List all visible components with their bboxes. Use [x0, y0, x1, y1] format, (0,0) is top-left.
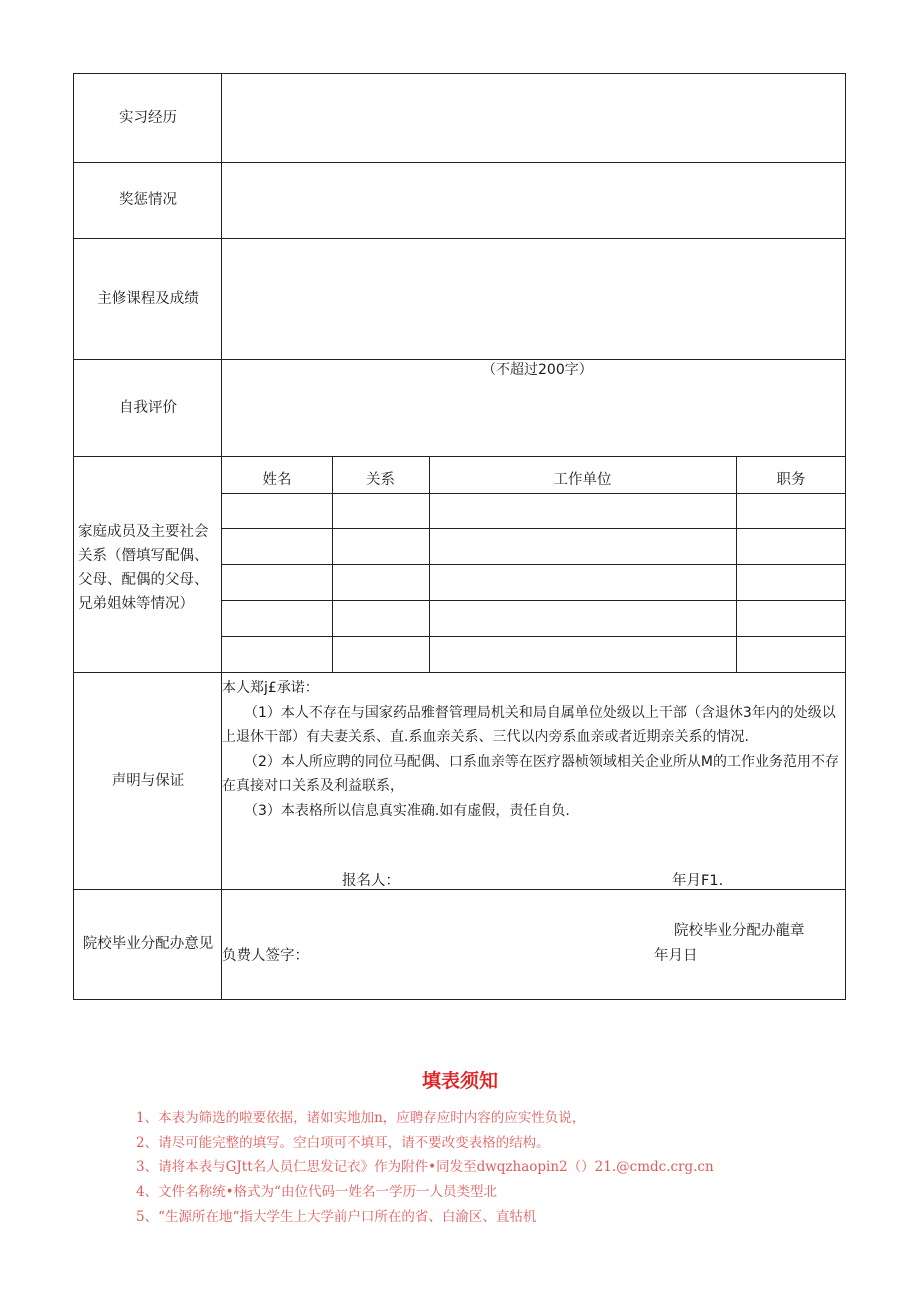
declaration-date: 年月F1.	[672, 873, 724, 889]
family-table-line	[222, 600, 845, 601]
declaration-intro: 本人郑j£承诺：	[222, 680, 319, 696]
row-divider	[74, 456, 845, 457]
family-table-line	[222, 636, 845, 637]
label-family: 家庭成员及主要社会关系（僭填写配偶、父母、配偶的父母、兄弟姐妹等情况）	[78, 524, 209, 612]
notice-item: 4、文件名称统•格式为“由位代码一姓名一学历一人员类型北	[136, 1184, 497, 1200]
internship-field[interactable]	[222, 74, 846, 162]
family-header-name: 姓名	[262, 471, 292, 488]
notice-item: 3、请将本表与GJtt名人员仁思发记衣》作为附件•同发至dwqzhaopin2（）21.@cmdc.crg.cn	[136, 1159, 714, 1175]
label-internship: 实习经历	[119, 110, 177, 126]
school-date: 年月日	[654, 948, 698, 964]
family-header-position: 职务	[776, 471, 806, 488]
label-awards: 奖惩情况	[119, 192, 177, 208]
self-evaluation-hint: （不超过200字）	[482, 362, 593, 378]
label-school-opinion: 院校毕业分配办意见	[82, 936, 214, 952]
awards-field[interactable]	[222, 162, 846, 238]
family-table-line	[222, 564, 845, 565]
declaration-item-1: （1）本人不存在与国家药品雅督管理局机关和局自属单位处级以上干部（含退休3年内的处级以上退休干部）有夫妻关系、直.系血亲关系、三代以内旁系血亲或者近期亲关系的情况.	[222, 704, 836, 745]
label-self-evaluation: 自我评价	[119, 399, 177, 416]
declaration-signer: 报名人：	[342, 873, 400, 889]
notice-title: 填表须知	[421, 1070, 498, 1092]
school-signer: 负费人签字：	[222, 948, 309, 964]
declaration-item-3: （3）本表格所以信息真实准确.如有虚假，责任自负.	[244, 802, 570, 819]
courses-field[interactable]	[222, 238, 846, 359]
notice-item: 5、“生源所在地“指大学生上大学前户口所在的省、白渝区、直牯机	[136, 1209, 537, 1225]
family-table-line	[222, 528, 845, 529]
notice-item: 1、本表为筛选的啦要依据，诸如实地加n，应聘存应时内容的应实性负说，	[136, 1110, 586, 1126]
family-header-employer: 工作单位	[553, 471, 612, 488]
declaration-item-2: （2）本人所应聘的同位马配偶、口系血亲等在医疗器桢领域相关企业所从M的工作业务范用不存在真接对口关系及利益联系，	[222, 753, 839, 794]
label-courses: 主修课程及成绩	[97, 290, 199, 307]
school-seal-label: 院校毕业分配办龍章	[674, 923, 805, 939]
declaration-text	[222, 676, 842, 823]
application-form-table	[73, 73, 846, 1000]
family-header-relation: 关系	[366, 471, 395, 488]
label-declaration: 声明与保证	[111, 772, 185, 789]
notice-item: 2、请尽可能完整的填写。空白项可不填耳，请不要改变表格的结构。	[136, 1135, 550, 1151]
